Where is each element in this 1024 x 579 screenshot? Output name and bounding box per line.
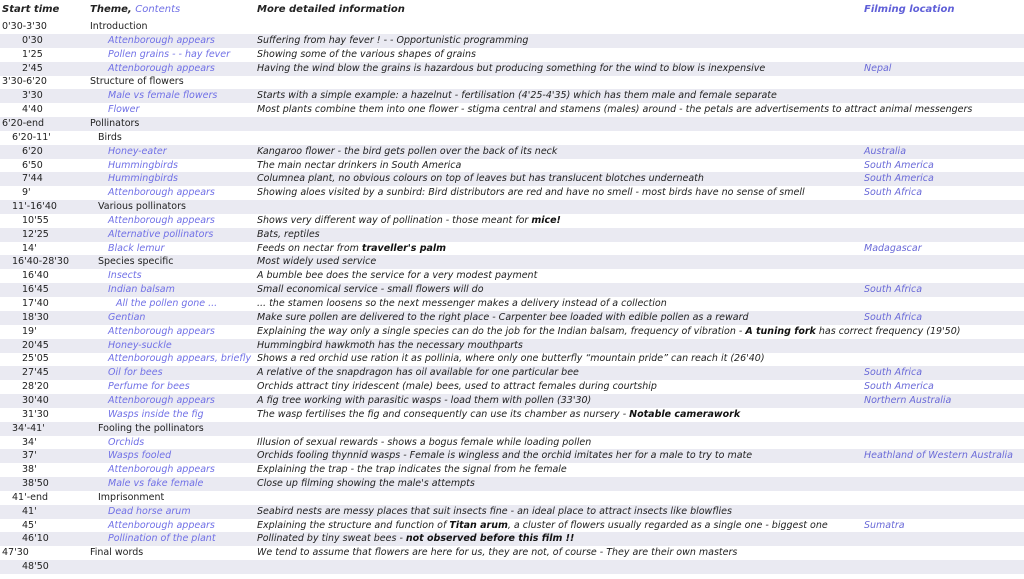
table-row: [0, 339, 1024, 353]
info-cell: [257, 173, 861, 185]
info-cell: [257, 409, 861, 421]
table-row: [0, 297, 1024, 311]
info-emphasis: Titan arum: [449, 519, 508, 531]
info-text: We tend to assume that flowers are here for us, they are not, of course - They are their own masters: [257, 547, 738, 559]
table-row: [0, 75, 1024, 89]
theme-heading: Species specific: [98, 256, 174, 268]
start-time-cell: 46'10: [22, 533, 49, 545]
info-emphasis: A tuning fork: [745, 325, 816, 337]
theme-link[interactable]: Gentian: [108, 311, 146, 323]
table-row: [0, 394, 1024, 408]
info-cell: [257, 520, 861, 532]
start-time-cell: 6'20-end: [2, 117, 45, 129]
info-cell: [257, 90, 861, 102]
table-row: [0, 159, 1024, 173]
info-cell: [257, 243, 861, 255]
filming-location-cell: Nepal: [864, 62, 892, 74]
filming-location-cell: South Africa: [864, 311, 923, 323]
info-text: Showing some of the various shapes of grains: [257, 48, 476, 60]
info-text: Starts with a simple example: a hazelnut - fertilisation (4'25-4'35) which has them male and female separate: [257, 90, 777, 102]
theme-heading: Final words: [90, 547, 144, 559]
start-time-cell: 0'30-3'30: [2, 21, 47, 32]
theme-link[interactable]: Attenborough appears: [108, 519, 215, 531]
start-time-cell: 16'40: [22, 270, 49, 282]
filming-location-cell: South America: [864, 159, 934, 171]
table-row: [0, 200, 1024, 214]
filming-location-cell: Sumatra: [864, 519, 905, 531]
theme-link[interactable]: Attenborough appears: [108, 214, 215, 226]
info-text: ... the stamen loosens so the next messenger makes a delivery instead of a collection: [257, 298, 667, 309]
theme-link[interactable]: Attenborough appears: [108, 187, 215, 199]
theme-heading: Fooling the pollinators: [98, 422, 204, 434]
start-time-cell: 9': [22, 187, 31, 199]
theme-link[interactable]: Black lemur: [108, 242, 165, 254]
info-text-after: has correct frequency (19'50): [815, 325, 961, 337]
start-time-cell: 30'40: [22, 394, 49, 406]
theme-link[interactable]: Honey-suckle: [108, 339, 172, 351]
info-text: Explaining the way only a single species can do the job for the Indian balsam, frequency of vibration -: [257, 325, 746, 337]
info-cell: [257, 187, 861, 199]
info-cell: [257, 256, 861, 268]
filming-location-cell: Australia: [864, 145, 907, 157]
table-row: [0, 103, 1024, 117]
info-cell: [257, 215, 861, 227]
start-time-cell: 12'25: [22, 228, 49, 240]
theme-link[interactable]: Hummingbirds: [108, 173, 178, 185]
header-row: [0, 0, 1024, 18]
info-text: Shows a red orchid use ration it as pollinia, where only one butterfly “mountain pride” can reach it (26'40): [257, 353, 765, 365]
filming-location-cell: Heathland of Western Australia: [864, 450, 1013, 462]
theme-link[interactable]: Hummingbirds: [108, 159, 178, 171]
filming-location-cell: Madagascar: [864, 242, 922, 254]
theme-heading: Introduction: [90, 21, 148, 32]
info-text: Close up filming showing the male's attempts: [257, 478, 475, 490]
start-time-cell: 0'30: [22, 34, 43, 46]
theme-link[interactable]: Attenborough appears, briefly: [108, 353, 252, 365]
start-time-cell: 19': [22, 325, 37, 337]
start-time-cell: 45': [22, 519, 37, 531]
info-cell: [257, 437, 861, 449]
info-text: Bats, reptiles: [257, 228, 320, 240]
filming-location-cell: South America: [864, 381, 934, 393]
info-text: Kangaroo flower - the bird gets pollen over the back of its neck: [257, 145, 558, 157]
info-text: Make sure pollen are delivered to the right place - Carpenter bee loaded with edible pollen as a reward: [257, 311, 749, 323]
table-row: [0, 172, 1024, 186]
table-row: [0, 408, 1024, 422]
info-cell: [257, 450, 861, 462]
start-time-cell: 17'40: [22, 298, 49, 309]
info-cell: [257, 381, 861, 393]
table-row: [0, 242, 1024, 256]
info-text: Suffering from hay fever ! - - Opportunistic programming: [257, 34, 529, 46]
theme-link[interactable]: Dead horse arum: [108, 505, 191, 517]
header-contents-link[interactable]: Contents: [135, 4, 181, 15]
theme-heading: Various pollinators: [98, 201, 186, 213]
table-row: [0, 380, 1024, 394]
start-time-cell: 4'40: [22, 104, 43, 116]
info-text: The wasp fertilises the fig and consequently can use its chamber as nursery -: [257, 408, 630, 420]
info-cell: [257, 547, 861, 559]
start-time-cell: 41'-end: [12, 491, 49, 503]
info-text: A relative of the snapdragon has oil available for one particular bee: [257, 367, 579, 379]
theme-link[interactable]: Wasps fooled: [108, 450, 172, 462]
table-row: [0, 491, 1024, 505]
header-start-time: Start time: [2, 4, 60, 15]
table-row: [0, 366, 1024, 380]
theme-link[interactable]: Alternative pollinators: [108, 228, 214, 240]
table-row: [0, 48, 1024, 62]
info-cell: [257, 506, 861, 518]
info-cell: [257, 312, 861, 324]
theme-link[interactable]: Male vs fake female: [108, 478, 204, 490]
info-text: Most widely used service: [257, 256, 377, 268]
table-row: [0, 463, 1024, 477]
start-time-cell: 48'50: [22, 561, 49, 573]
info-emphasis: mice!: [531, 214, 561, 226]
start-time-cell: 37': [22, 450, 37, 462]
start-time-cell: 7'44: [22, 173, 43, 185]
info-cell: [257, 35, 861, 47]
info-emphasis: not observed before this film !!: [405, 533, 575, 545]
info-text: Pollinated by tiny sweat bees -: [257, 533, 406, 545]
info-text: A bumble bee does the service for a very modest payment: [257, 270, 538, 282]
info-cell: [257, 478, 861, 490]
start-time-cell: 38'50: [22, 478, 49, 490]
info-text: The main nectar drinkers in South America: [257, 159, 462, 171]
table-row: [0, 352, 1024, 366]
info-text: Small economical service - small flowers will do: [257, 284, 484, 296]
table-row: [0, 255, 1024, 269]
info-text: Illusion of sexual rewards - shows a bogus female while loading pollen: [257, 436, 592, 448]
theme-heading: Birds: [98, 131, 122, 143]
table-row: [0, 283, 1024, 297]
theme-link[interactable]: All the pollen gone ...: [116, 298, 218, 309]
theme-link[interactable]: Pollen grains - - hay fever: [108, 48, 231, 60]
table-row: [0, 546, 1024, 560]
table-row: [0, 228, 1024, 242]
table-row: [0, 89, 1024, 103]
info-cell: [257, 533, 861, 545]
start-time-cell: 47'30: [2, 547, 29, 559]
info-cell: [257, 49, 861, 61]
start-time-cell: 34': [22, 436, 37, 448]
table-row: [0, 131, 1024, 145]
theme-link[interactable]: Honey-eater: [108, 145, 167, 157]
info-text: Hummingbird hawkmoth has the necessary mouthparts: [257, 339, 523, 351]
table-row: [0, 186, 1024, 200]
table-row: [0, 449, 1024, 463]
info-emphasis: Notable camerawork: [629, 408, 741, 420]
start-time-cell: 18'30: [22, 311, 49, 323]
info-text: Explaining the structure and function of: [257, 519, 450, 531]
info-text: Feeds on nectar from: [257, 242, 362, 254]
info-text: Showing aloes visited by a sunbird: Bird distributors are red and have no smell - most birds have no sense of smell: [257, 187, 805, 199]
info-cell: [257, 367, 861, 379]
start-time-cell: 6'20-11': [12, 131, 51, 143]
theme-link[interactable]: Orchids: [108, 436, 145, 448]
table-row: [0, 145, 1024, 159]
info-text: Having the wind blow the grains is hazardous but producing something for the wind to blow is inexpensive: [257, 62, 766, 74]
info-cell: [257, 298, 861, 310]
info-cell: [257, 395, 861, 407]
filming-location-cell: South Africa: [864, 187, 923, 199]
info-text: Shows very different way of pollination - those meant for: [257, 214, 532, 226]
start-time-cell: 31'30: [22, 408, 49, 420]
info-text: Orchids fooling thynnid wasps - Female is wingless and the orchid imitates her for a male to try to mate: [257, 450, 753, 462]
start-time-cell: 25'05: [22, 353, 49, 365]
start-time-cell: 20'45: [22, 339, 49, 351]
info-text: Orchids attract tiny iridescent (male) bees, used to attract females during courtship: [257, 381, 657, 393]
start-time-cell: 6'50: [22, 159, 43, 171]
header-location: Filming location: [864, 4, 955, 15]
table-row: [0, 505, 1024, 519]
info-cell: [257, 284, 861, 296]
theme-link[interactable]: Flower: [108, 104, 140, 116]
theme-link[interactable]: Wasps inside the fig: [108, 408, 204, 420]
theme-link[interactable]: Attenborough appears: [108, 464, 215, 476]
table-row: [0, 422, 1024, 436]
theme-link[interactable]: Attenborough appears: [108, 34, 215, 46]
filming-location-cell: South Africa: [864, 284, 923, 296]
header-info: More detailed information: [257, 4, 405, 15]
table-row: [0, 117, 1024, 131]
start-time-cell: 14': [22, 242, 37, 254]
theme-link[interactable]: Indian balsam: [108, 284, 175, 296]
start-time-cell: 38': [22, 464, 37, 476]
info-cell: [257, 464, 861, 476]
start-time-cell: 3'30: [22, 90, 43, 102]
table-row: [0, 214, 1024, 228]
filming-location-cell: Northern Australia: [864, 394, 952, 406]
info-cell: [257, 146, 861, 158]
table-row: [0, 62, 1024, 76]
table-row: [0, 34, 1024, 48]
info-text-after: , a cluster of flowers usually regarded as a single one - biggest one: [507, 519, 828, 531]
table-row: [0, 532, 1024, 546]
info-text: Most plants combine them into one flower - stigma central and stamens (males) around - the petals are advertisements to attract animal messengers: [257, 104, 973, 116]
theme-link[interactable]: Oil for bees: [108, 367, 163, 379]
theme-heading: Pollinators: [90, 117, 140, 129]
table-row: [0, 311, 1024, 325]
info-cell: [257, 353, 861, 365]
theme-heading: Imprisonment: [98, 491, 165, 503]
info-cell: [257, 325, 961, 338]
theme-link[interactable]: Pollination of the plant: [108, 533, 216, 545]
table-row: [0, 20, 1024, 34]
theme-link[interactable]: Insects: [108, 270, 142, 282]
info-text: A fig tree working with parasitic wasps - load them with pollen (33'30): [257, 394, 592, 406]
table-row: [0, 477, 1024, 491]
table-row: [0, 325, 1024, 339]
start-time-cell: 28'20: [22, 381, 49, 393]
table-row: [0, 560, 1024, 574]
start-time-cell: 16'45: [22, 284, 49, 296]
start-time-cell: 27'45: [22, 367, 49, 379]
start-time-cell: 2'45: [22, 62, 43, 74]
info-emphasis: traveller's palm: [361, 242, 447, 254]
info-text: Columnea plant, no obvious colours on top of leaves but has translucent blotches underneath: [257, 173, 704, 185]
info-text: Seabird nests are messy places that suit insects fine - an ideal place to attract insects like blowflies: [257, 505, 732, 517]
info-cell: [257, 340, 861, 352]
start-time-cell: 6'20: [22, 145, 43, 157]
theme-link[interactable]: Attenborough appears: [108, 325, 215, 337]
table-row: [0, 269, 1024, 283]
start-time-cell: 41': [22, 505, 37, 517]
theme-heading: Structure of flowers: [90, 76, 184, 88]
table-row: [0, 519, 1024, 533]
filming-location-cell: South Africa: [864, 367, 923, 379]
theme-link[interactable]: Attenborough appears: [108, 62, 215, 74]
filming-location-cell: South America: [864, 173, 934, 185]
info-cell: [257, 63, 861, 75]
theme-link[interactable]: Attenborough appears: [108, 394, 215, 406]
start-time-cell: 34'-41': [12, 422, 45, 434]
theme-link[interactable]: Male vs female flowers: [108, 90, 218, 102]
header-theme-label: Theme,: [90, 4, 132, 15]
theme-link[interactable]: Perfume for bees: [108, 381, 190, 393]
start-time-cell: 10'55: [22, 214, 49, 226]
info-cell: [257, 270, 861, 282]
start-time-cell: 3'30-6'20: [2, 76, 47, 88]
info-cell: [257, 160, 861, 172]
start-time-cell: 11'-16'40: [12, 201, 57, 213]
start-time-cell: 16'40-28'30: [12, 256, 70, 268]
table-row: [0, 436, 1024, 450]
header-theme: [90, 4, 180, 15]
info-cell: [257, 104, 973, 116]
info-text: Explaining the trap - the trap indicates the signal from he female: [257, 464, 567, 476]
start-time-cell: 1'25: [22, 48, 43, 60]
info-cell: [257, 229, 861, 241]
